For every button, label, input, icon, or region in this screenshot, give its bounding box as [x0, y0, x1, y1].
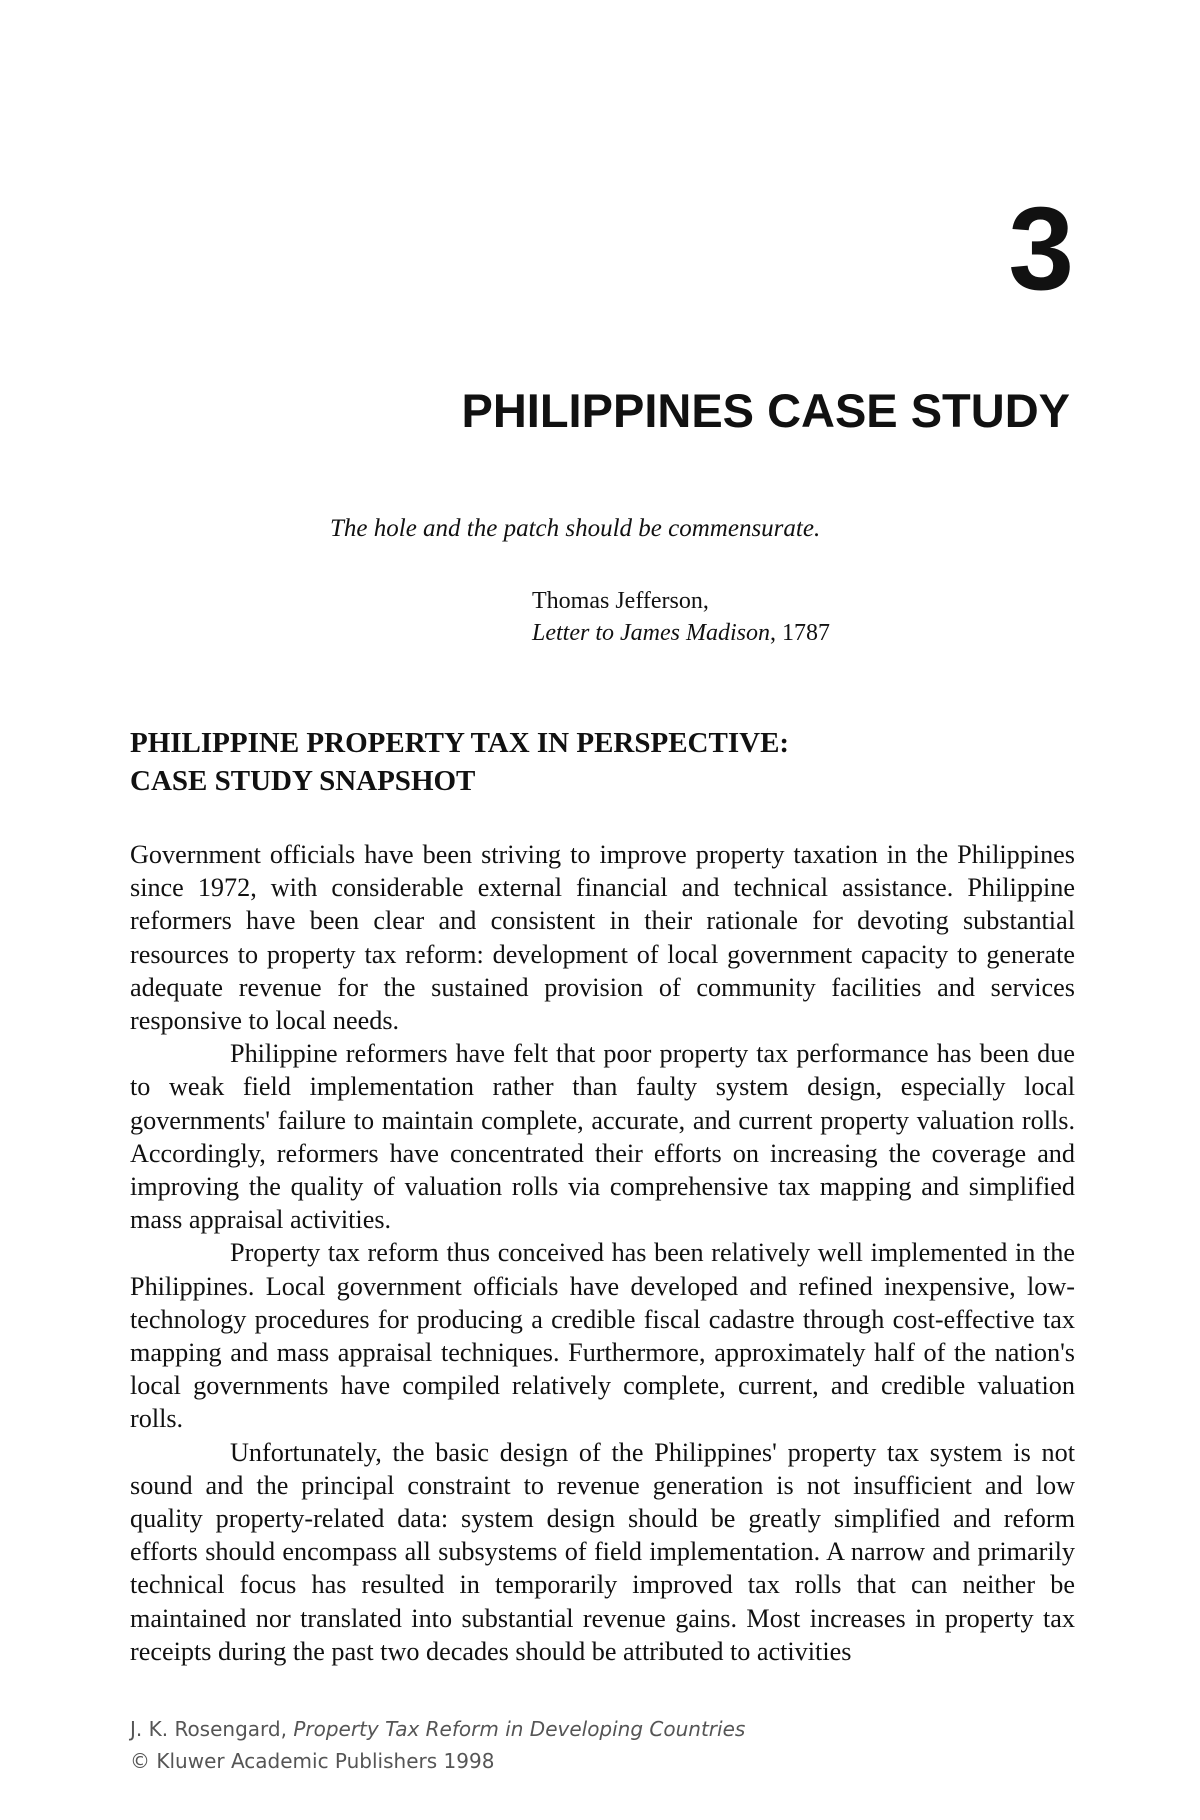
epigraph-source [532, 620, 830, 647]
paragraph-4: Unfortunately, the basic design of the Philippines' property tax system is not sound and the principal constraint to revenue generation is not insufficient and low quality property-related data: system design should be greatly simplified and reform efforts should encompass all subsystems of field implementation. A narrow and primarily technical focus has resulted in temporarily improved tax rolls that can neither be maintained nor translated into substantial revenue gains. Most increases in property tax receipts during the past two decades should be attributed to activities [130, 1437, 1075, 1666]
footer-author: J. K. Rosengard, [130, 1717, 294, 1741]
epigraph-source-title: Letter to James Madison [532, 620, 770, 646]
footer-citation [130, 1713, 745, 1745]
section-heading-line-1: PHILIPPINE PROPERTY TAX IN PERSPECTIVE: [130, 727, 790, 759]
page-footer [130, 1713, 745, 1777]
epigraph-source-year: , 1787 [769, 620, 830, 646]
section-heading [130, 724, 789, 800]
chapter-number: 3 [1008, 183, 1072, 315]
epigraph-author: Thomas Jefferson, [532, 588, 709, 614]
paragraph-3: Property tax reform thus conceived has been relatively well implemented in the Philippines. Local government officials have developed and refined inexpensive, low-technology procedures for producing a credible fiscal cadastre through cost-effective tax mapping and mass appraisal techniques. Furthermore, approximately half of the nation's local governments have compiled relatively complete, current, and credible valuation rolls. [130, 1238, 1075, 1434]
epigraph-quote: The hole and the patch should be commensurate. [330, 515, 821, 542]
chapter-title: PHILIPPINES CASE STUDY [461, 384, 1070, 437]
section-heading-line-2: CASE STUDY SNAPSHOT [130, 765, 476, 797]
footer-copyright: © Kluwer Academic Publishers 1998 [130, 1749, 495, 1773]
footer-book-title: Property Tax Reform in Developing Countries [293, 1717, 746, 1741]
paragraph-2: Philippine reformers have felt that poor property tax performance has been due to weak field implementation rather than faulty system design, especially local governments' failure to maintain complete, accurate, and current property valuation rolls. Accordingly, reformers have concentrated their efforts on increasing the coverage and improving the quality of valuation rolls via comprehensive tax mapping and simplified mass appraisal activities. [130, 1039, 1075, 1235]
body-text [130, 838, 1075, 1668]
paragraph-1: Government officials have been striving to improve property taxation in the Philippines since 1972, with considerable external financial and technical assistance. Philippine reformers have been clear and consistent in their rationale for devoting substantial resources to property tax reform: development of local government capacity to generate adequate revenue for the sustained provision of community facilities and services responsive to local needs. [130, 840, 1075, 1036]
